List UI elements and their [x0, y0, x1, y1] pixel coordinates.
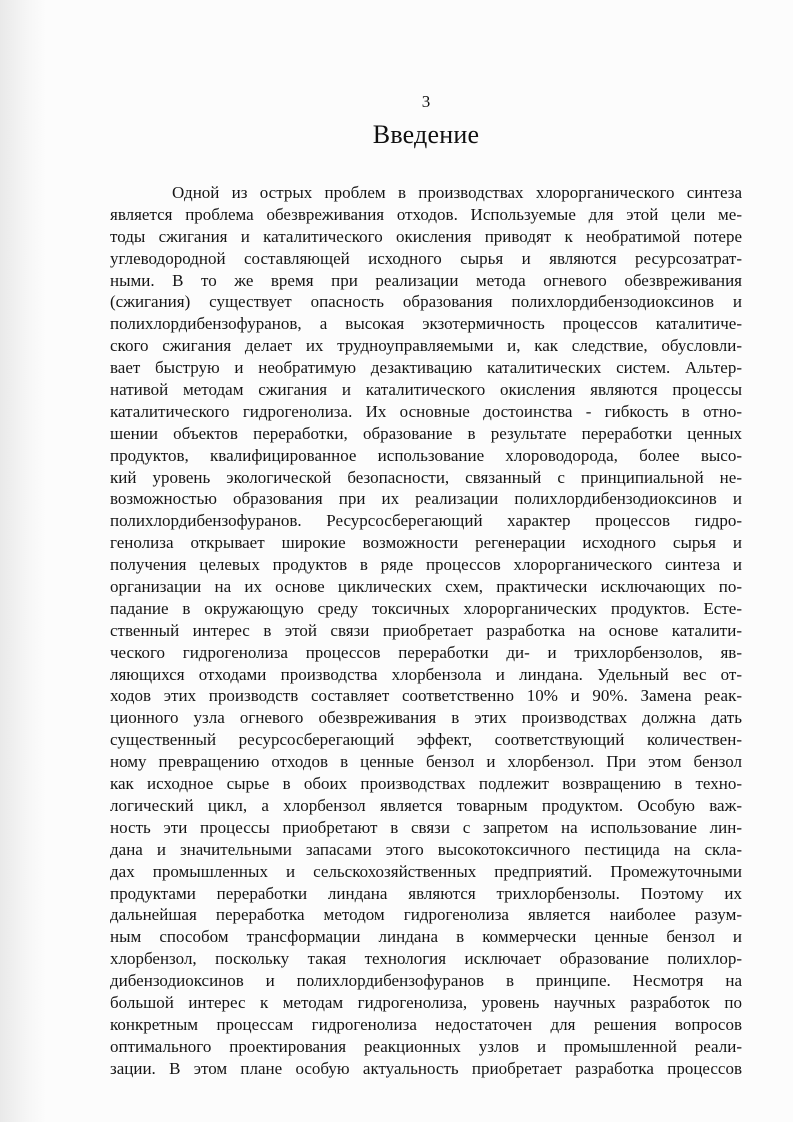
- text-line: ными. В то же время при реализации метода огневого обезвреживания: [110, 270, 742, 290]
- text-line: организации на их основе циклических схем, практически исключающих по-: [110, 577, 742, 597]
- text-line: существенный ресурсосберегающий эффект, соответствующий количествен-: [110, 730, 742, 750]
- text-line: продуктами переработки линдана являются трихлорбензолы. Поэтому их: [110, 883, 742, 903]
- page-number: 3: [421, 92, 431, 111]
- text-line: конкретным процессам гидрогенолиза недостаточен для решения вопросов: [110, 1014, 742, 1034]
- text-line: кий уровень экологической безопасности, связанный с принципиальной не-: [110, 467, 742, 487]
- text-line: как исходное сырье в обоих производствах подлежит возвращению в техно-: [110, 774, 742, 794]
- text-line: генолиза открывает широкие возможности регенерации исходного сырья и: [110, 533, 742, 553]
- text-line: ходов этих производств составляет соответственно 10% и 90%. Замена реак-: [110, 686, 742, 706]
- text-line: зации. В этом плане особую актуальность приобретает разработка процессов: [110, 1058, 742, 1078]
- text-line: нативой методам сжигания и каталитического окисления являются процессы: [110, 380, 742, 400]
- text-line: углеводородной составляющей исходного сырья и являются ресурсозатрат-: [110, 248, 742, 268]
- text-line: падание в окружающую среду токсичных хлорорганических продуктов. Есте-: [110, 598, 742, 618]
- text-line: возможностью образования при их реализации полихлордибензодиоксинов и: [110, 489, 742, 509]
- text-line: ческого гидрогенолиза процессов переработки ди- и трихлорбензолов, яв-: [110, 642, 742, 662]
- text-line: продуктов, квалифицированное использование хлороводорода, более высо-: [110, 445, 742, 465]
- text-line: оптимального проектирования реакционных узлов и промышленной реали-: [110, 1036, 742, 1056]
- text-line: полихлордибензофуранов, а высокая экзотермичность процессов каталитиче-: [110, 314, 742, 334]
- text-line: ность эти процессы приобретают в связи с запретом на использование лин-: [110, 817, 742, 837]
- text-line: ционного узла огневого обезвреживания в этих производствах должна дать: [110, 708, 742, 728]
- text-line: дах промышленных и сельскохозяйственных предприятий. Промежуточными: [110, 861, 742, 881]
- text-line: ным способом трансформации линдана в коммерчески ценные бензол и: [110, 927, 742, 947]
- body-text: [110, 182, 742, 1080]
- text-line: ственный интерес в этой связи приобретает разработка на основе каталити-: [110, 620, 742, 640]
- text-line: дальнейшая переработка методом гидрогенолиза является наиболее разум-: [110, 905, 742, 925]
- text-line: (сжигания) существует опасность образования полихлордибензодиоксинов и: [110, 292, 742, 312]
- text-line: большой интерес к методам гидрогенолиза, уровень научных разработок по: [110, 992, 742, 1012]
- text-line: дана и значительными запасами этого высокотоксичного пестицида на скла-: [110, 839, 742, 859]
- text-line: вает быструю и необратимую дезактивацию каталитических систем. Альтер-: [110, 358, 742, 378]
- text-line: логический цикл, а хлорбензол является товарным продуктом. Особую важ-: [110, 795, 742, 815]
- text-line: каталитического гидрогенолиза. Их основные достоинства - гибкость в отно-: [110, 401, 742, 421]
- text-line: дибензодиоксинов и полихлордибензофуранов в принципе. Несмотря на: [110, 971, 742, 991]
- scan-edge-shadow: [0, 0, 46, 1122]
- section-heading: Введение: [372, 120, 480, 149]
- text-line: ляющихся отходами производства хлорбензола и линдана. Удельный вес от-: [110, 664, 742, 684]
- text-line: Одной из острых проблем в производствах хлорорганического синтеза: [172, 183, 742, 202]
- text-line: шении объектов переработки, образование в результате переработки ценных: [110, 423, 742, 443]
- text-line: получения целевых продуктов в ряде процессов хлорорганического синтеза и: [110, 555, 742, 575]
- text-line: полихлордибензофуранов. Ресурсосберегающий характер процессов гидро-: [110, 511, 742, 531]
- text-line: ному превращению отходов в ценные бензол и хлорбензол. При этом бензол: [110, 752, 742, 772]
- text-line: тоды сжигания и каталитического окисления приводят к необратимой потере: [110, 226, 742, 246]
- text-line: хлорбензол, поскольку такая технология исключает образование полихлор-: [110, 949, 742, 969]
- text-line: является проблема обезвреживания отходов. Используемые для этой цели ме-: [110, 204, 742, 224]
- text-line: ского сжигания делает их трудноуправляемыми и, как следствие, обусловли-: [110, 336, 742, 356]
